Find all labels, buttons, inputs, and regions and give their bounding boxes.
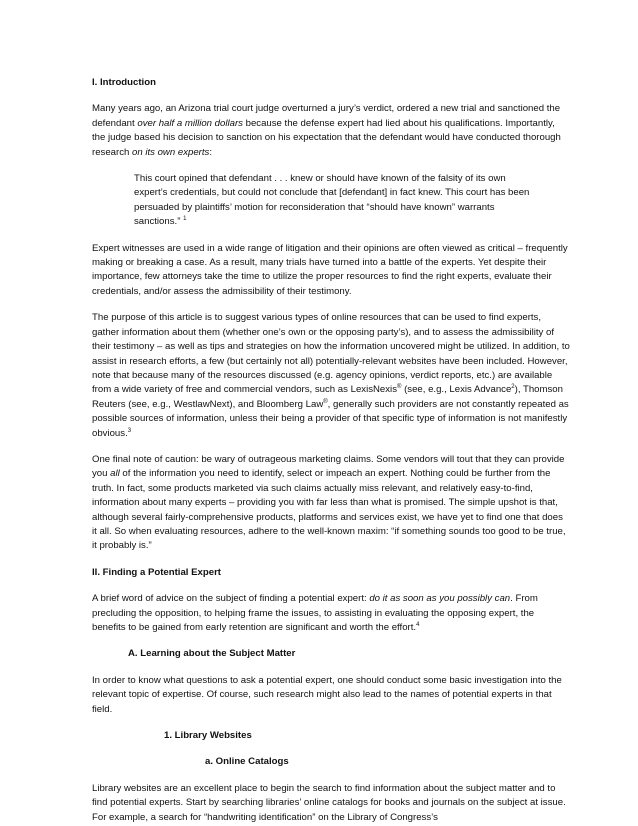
text-run: Many years ago, an Arizona trial court judge overturned a jury’s verdict, ordered a new trial and sanctioned the defendant: [92, 103, 561, 129]
emphasis-text: on its own experts: [132, 146, 210, 158]
text-run: . From precluding the opposition, to helping frame the issues, to assisting in evaluating the opposing expert, the benefits to be gained from early retention are significant and worth the effort.: [92, 593, 538, 633]
registered-mark: ®: [397, 384, 402, 391]
paragraph-investigation: In order to know what questions to ask a potential expert, one should conduct some basic investigation into the relevant topic of expertise. Of course, such research might also lead to the names of potential experts in that field.: [92, 674, 562, 715]
text-run: A brief word of advice on the subject of finding a potential expert:: [92, 593, 370, 605]
section-heading-introduction: I. Introduction: [92, 77, 156, 88]
footnote-ref: 4: [416, 621, 420, 628]
paragraph-caution: [92, 453, 570, 554]
footnote-ref: 2: [511, 384, 515, 391]
text-run: :: [209, 146, 212, 158]
text-run: because the defense expert had lied about his qualifications. Importantly, the judge based his decision to sanction on his expectation that the defendant would have conducted thorough research: [92, 117, 561, 158]
emphasis-text: over half a million dollars: [137, 117, 243, 129]
text-run: One final note of caution: be wary of outrageous marketing claims. Some vendors will tout that they can provide you: [92, 453, 565, 480]
paragraph-purpose: [92, 311, 570, 441]
footnote-ref: 1: [183, 216, 187, 223]
paragraph-arizona-case: [92, 102, 570, 160]
emphasis-text: do it as soon as you possibly can: [369, 593, 511, 605]
subsection-heading-online-catalogs: a. Online Catalogs: [205, 756, 289, 768]
registered-mark: ®: [323, 398, 328, 405]
quote-text: This court opined that defendant . . . knew or should have known of the falsity of its own expert’s credentials, but could not conclude that [defendant] in fact knew. This court has been persuaded by plaintiffs’ motion for reconsideration that “should have known” warrants sanctions.”: [134, 173, 530, 228]
subsection-heading-library-websites: 1. Library Websites: [164, 730, 252, 742]
footnote-ref: 3: [127, 427, 132, 434]
text-run: of the information you need to identify, select or impeach an expert. Nothing could be further from the truth. In fact, some products marketed via such claims actually miss relevant, and relatively easy-to-find, information about many experts – providing you with far less than what is promised. The simple upshot is that, although several fairly-comprehensive products, platforms and services exist, we have yet to find one that does it all. So when evaluating resources, adhere to the well-known maxim: “if something sounds too good to be true, it probably is.”: [92, 468, 566, 552]
block-quote: [92, 172, 570, 230]
paragraph-expert-witnesses: Expert witnesses are used in a wide range of litigation and their opinions are often viewed as critical – frequently making or breaking a case. As a result, many trials have turned into a battle of the experts. Yet despite their importance, few attorneys take the time to utilize the proper resources to find the right experts, evaluate their credentials, and/or assess the admissibility of their testimony.: [92, 242, 568, 297]
text-run: (see, e.g., Lexis Advance: [401, 384, 512, 396]
text-run: The purpose of this article is to suggest various types of online resources that can be used to find experts, gather information about them (whether one’s own or the opposing party’s), and to assess the admissibility of their testimony – as well as tips and strategies on how the information uncovered might be utilized. In addition, to assist in research efforts, a few (but certainly not all) potentially-relevant websites have been included. However, note that because many of the resources discussed (e.g. agency opinions, verdict reports, etc.) are available from a wide variety of free and commercial vendors, such as LexisNexis: [92, 312, 570, 396]
emphasis-text: all: [110, 468, 120, 480]
text-run: ), Thomson Reuters (see, e.g., WestlawNext), and Bloomberg Law: [92, 384, 563, 410]
section-heading-finding-expert: II. Finding a Potential Expert: [92, 566, 221, 578]
paragraph-library-websites: Library websites are an excellent place to begin the search to find information about the subject matter and to find potential experts. Start by searching libraries’ online catalogs for books and journals on the subject at issue. For example, a search for “handwriting identification” on the Library of Congress’s: [92, 782, 566, 823]
paragraph-advice: [92, 592, 570, 635]
text-run: , generally such providers are not constantly repeated as possible sources of information, unless their being a provider of that specific type of information is not manifestly obvious.: [92, 398, 569, 439]
subsection-heading-learning: A. Learning about the Subject Matter: [128, 648, 296, 660]
